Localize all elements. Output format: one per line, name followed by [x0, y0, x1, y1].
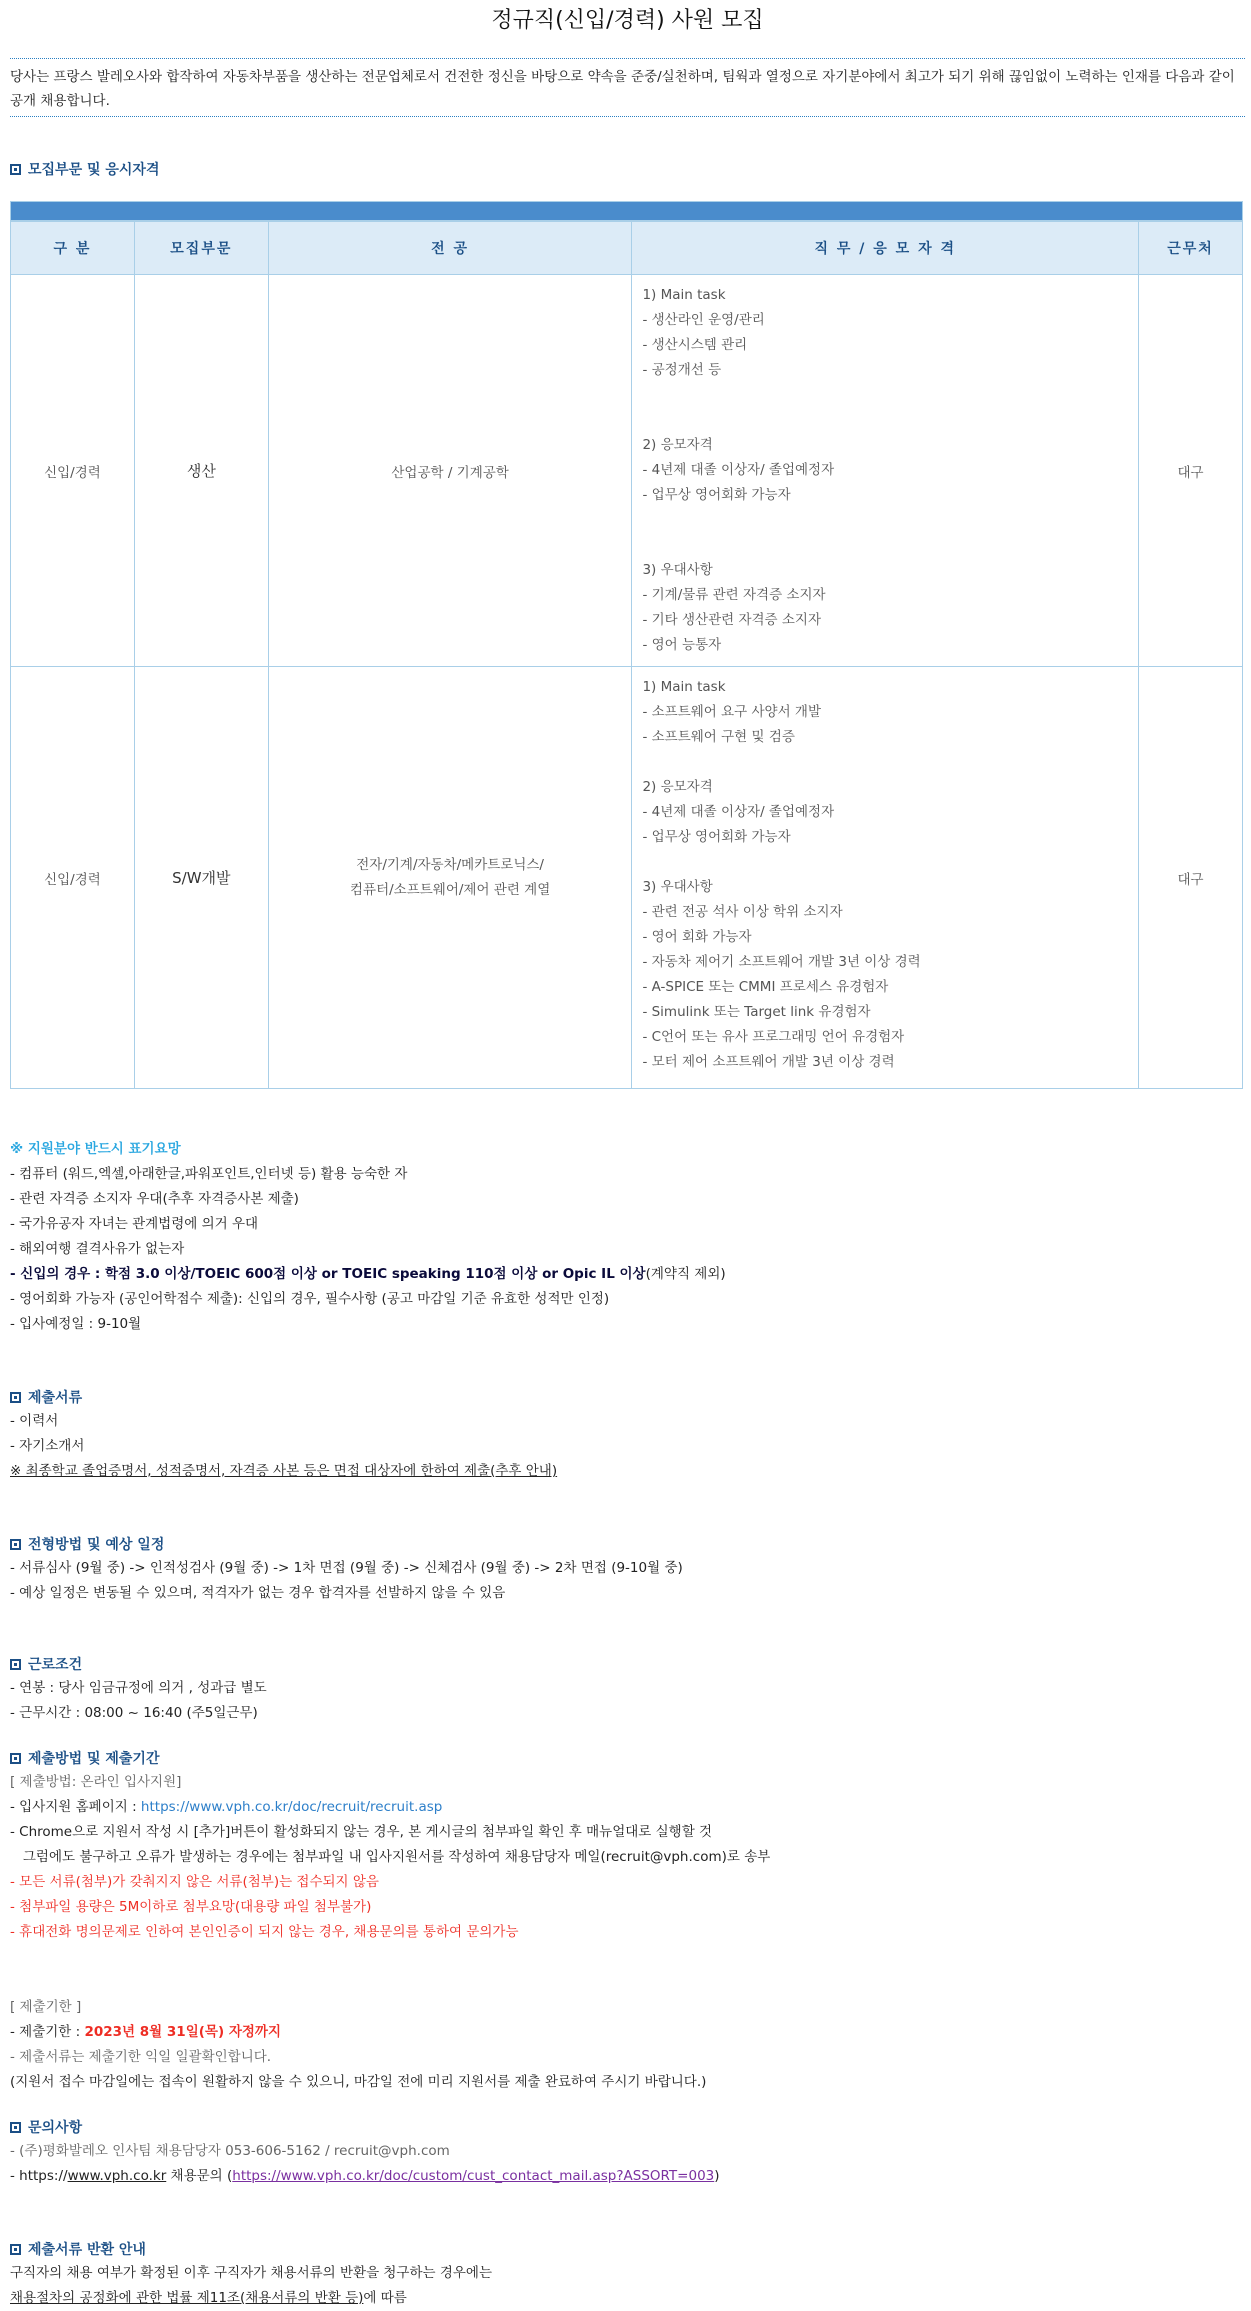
dept-cell: 생산 — [134, 275, 268, 667]
docs-note: ※ 최종학교 졸업증명서, 성적증명서, 자격증 사본 등은 면접 대상자에 한하여 제출(추후 안내) — [10, 1463, 558, 1479]
return-line: 구직자의 채용 여부가 확정된 이후 구직자가 채용서류의 반환을 청구하는 경우에는 — [10, 2265, 493, 2281]
location-cell: 대구 — [1139, 275, 1243, 667]
list-item: - 영어회화 가능자 (공인어학점수 제출): 신입의 경우, 필수사항 (공고 마감일 기준 유효한 성적만 인정) — [10, 1291, 610, 1307]
section-method-heading: 제출방법 및 제출기간 — [10, 1748, 1245, 1770]
contact-site-line: - https://www.vph.co.kr 채용문의 (https://www.vph.co.kr/doc/custom/cust_contact_mail.asp?ASSORT=003) — [10, 2168, 720, 2184]
list-item: - 연봉 : 당사 임금규정에 의거 , 성과급 별도 — [10, 1680, 267, 1696]
major-cell: 산업공학 / 기계공학 — [268, 275, 632, 667]
square-bullet-icon — [10, 1659, 21, 1670]
table-header-cell: 근무처 — [1139, 222, 1243, 275]
table-row — [11, 667, 1243, 1089]
intro-text: 당사는 프랑스 발레오사와 합작하여 자동차부품을 생산하는 전문업체로서 건전한 정신을 바탕으로 약속을 준중/실천하며, 팀웍과 열정으로 자기분야에서 최고가 되기 위해 끊임없이 노력하는 인재를 다음과 같이 공개 채용합니다. — [10, 58, 1245, 117]
list-item: - 해외여행 결격사유가 없는자 — [10, 1241, 185, 1257]
square-bullet-icon — [10, 1392, 21, 1403]
table-row — [11, 275, 1243, 667]
list-item: - 자기소개서 — [10, 1438, 85, 1454]
section-recruit-heading: 모집부문 및 응시자격 — [10, 159, 1245, 181]
square-bullet-icon — [10, 2122, 21, 2133]
warning-item: - 첨부파일 용량은 5M이하로 첨부요망(대용량 파일 첨부불가) — [10, 1899, 372, 1915]
warning-item: - 모든 서류(첨부)가 갖춰지지 않은 서류(첨부)는 접수되지 않음 — [10, 1874, 379, 1890]
major-cell: 전자/기계/자동차/메카트로닉스/ 컴퓨터/소프트웨어/제어 관련 계열 — [268, 667, 632, 1089]
return-law-line: 채용절차의 공정화에 관한 법률 제11조(채용서류의 반환 등)에 따름 — [10, 2290, 407, 2306]
duty-cell: 1) Main task - 생산라인 운영/관리 - 생산시스템 관리 - 공정개선 등 2) 응모자격 - 4년제 대졸 이상자/ 졸업예정자 - 업무상 영어회화 가능자 3) 우대사항 - 기계/물류 관련 자격증 소지자 - 기타 생산관련 자격증 소지자 - 영어 능통자 — [632, 275, 1139, 667]
duty-cell: 1) Main task - 소프트웨어 요구 사양서 개발 - 소프트웨어 구현 및 검증 2) 응모자격 - 4년제 대졸 이상자/ 졸업예정자 - 업무상 영어회화 가능자 3) 우대사항 - 관련 전공 석사 이상 학위 소지자 - 영어 회화 가능자 - 자동차 제어기 소프트웨어 개발 3년 이상 경력 - A-SPICE 또는 CMMI 프로세스 유경험자 - Simulink 또는 Target link 유경험자 - C언어 또는 유사 프로그래밍 언어 유경험자 - 모터 제어 소프트웨어 개발 3년 이상 경력 — [632, 667, 1139, 1089]
job-posting — [10, 0, 1245, 2311]
homepage-line: - 입사지원 홈페이지 : https://www.vph.co.kr/doc/recruit/recruit.asp — [10, 1799, 443, 1815]
table-top-bar — [10, 201, 1243, 221]
table-header-cell: 전 공 — [268, 222, 632, 275]
list-item: (지원서 접수 마감일에는 접속이 원활하지 않을 수 있으니, 마감일 전에 미리 지원서를 제출 완료하여 주시기 바랍니다.) — [10, 2074, 707, 2090]
contact-line: - (주)평화발레오 인사팀 채용담당자 053-606-5162 / recruit@vph.com — [10, 2143, 450, 2159]
deadline-line: - 제출기한 : 2023년 8월 31일(목) 자정까지 — [10, 2024, 281, 2040]
square-bullet-icon — [10, 164, 21, 175]
list-item: 그럼에도 불구하고 오류가 발생하는 경우에는 첨부파일 내 입사지원서를 작성하여 채용담당자 메일(recruit@vph.com)로 송부 — [10, 1849, 771, 1865]
homepage-link[interactable]: https://www.vph.co.kr/doc/recruit/recruit.asp — [140, 1799, 443, 1815]
warning-item: - 휴대전화 명의문제로 인하여 본인인증이 되지 않는 경우, 채용문의를 통하여 문의가능 — [10, 1924, 519, 1940]
section-docs-heading: 제출서류 — [10, 1387, 1245, 1409]
table-header-cell: 직 무 / 응 모 자 격 — [632, 222, 1139, 275]
list-item: - Chrome으로 지원서 작성 시 [추가]버튼이 활성화되지 않는 경우, 본 게시글의 첨부파일 확인 후 매뉴얼대로 실행할 것 — [10, 1824, 713, 1840]
section-conditions-heading: 근로조건 — [10, 1654, 1245, 1676]
newcomer-requirement: - 신입의 경우 : 학점 3.0 이상/TOEIC 600점 이상 or TOEIC speaking 110점 이상 or Opic IL 이상(계약직 제외) — [10, 1266, 726, 1282]
table-header-row — [11, 222, 1243, 275]
location-cell: 대구 — [1139, 667, 1243, 1089]
recruit-table — [10, 221, 1243, 1089]
list-item: - 국가유공자 자녀는 관계법령에 의거 우대 — [10, 1216, 259, 1232]
deadline-heading: [ 제출기한 ] — [10, 1999, 82, 2015]
list-item: - 관련 자격증 소지자 우대(추후 자격증사본 제출) — [10, 1191, 299, 1207]
list-item: - 근무시간 : 08:00 ~ 16:40 (주5일근무) — [10, 1705, 258, 1721]
square-bullet-icon — [10, 1539, 21, 1550]
section-process-heading: 전형방법 및 예상 일정 — [10, 1534, 1245, 1556]
site-link[interactable]: www.vph.co.kr — [67, 2168, 167, 2184]
method-subheading: [ 제출방법: 온라인 입사지원] — [10, 1774, 182, 1790]
dept-cell: S/W개발 — [134, 667, 268, 1089]
list-item: - 이력서 — [10, 1413, 59, 1429]
list-item: - 입사예정일 : 9-10월 — [10, 1316, 142, 1332]
list-item: - 예상 일정은 변동될 수 있으며, 적격자가 없는 경우 합격자를 선발하지 않을 수 있음 — [10, 1585, 506, 1601]
section-return-heading: 제출서류 반환 안내 — [10, 2239, 1245, 2261]
contact-mail-link[interactable]: https://www.vph.co.kr/doc/custom/cust_contact_mail.asp?ASSORT=003 — [232, 2168, 715, 2184]
square-bullet-icon — [10, 2244, 21, 2255]
list-item: - 제출서류는 제출기한 익일 일괄확인합니다. — [10, 2049, 272, 2065]
section-contact-heading: 문의사항 — [10, 2117, 1245, 2139]
square-bullet-icon — [10, 1753, 21, 1764]
type-cell: 신입/경력 — [11, 667, 135, 1089]
page-title: 정규직(신입/경력) 사원 모집 — [491, 8, 764, 33]
list-item: - 컴퓨터 (워드,엑셀,아래한글,파워포인트,인터넷 등) 활용 능숙한 자 — [10, 1166, 408, 1182]
table-header-cell: 모집부문 — [134, 222, 268, 275]
requirements-heading: ※ 지원분야 반드시 표기요망 — [10, 1141, 181, 1157]
list-item: - 서류심사 (9월 중) -> 인적성검사 (9월 중) -> 1차 면접 (9월 중) -> 신체검사 (9월 중) -> 2차 면접 (9-10월 중) — [10, 1560, 683, 1576]
table-header-cell: 구 분 — [11, 222, 135, 275]
type-cell: 신입/경력 — [11, 275, 135, 667]
